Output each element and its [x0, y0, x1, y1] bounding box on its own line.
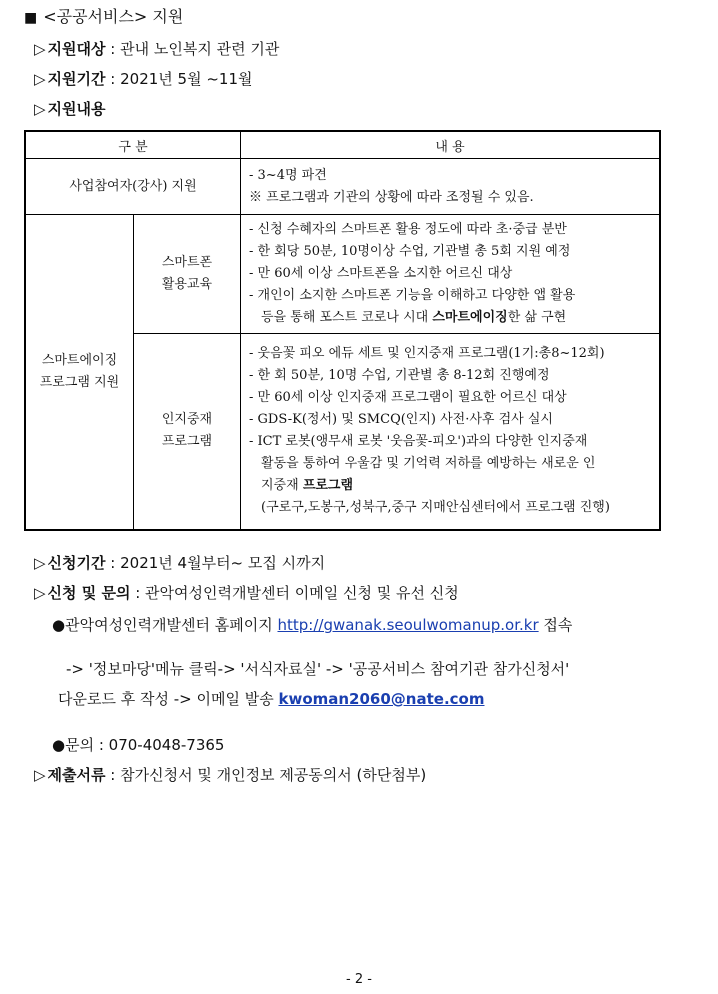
table-header-content: 내 용 — [241, 131, 661, 159]
apply-inquiry-value: 관악여성인력개발센터 이메일 신청 및 유선 신청 — [145, 584, 459, 602]
triangle-marker-icon: ▷ — [34, 766, 46, 784]
support-target: ▷ 지원대상 : 관내 노인복지 관련 기관 — [34, 40, 280, 58]
row-label-smartphone: 스마트폰 활용교육 — [134, 215, 241, 334]
phone-line — [52, 734, 224, 755]
row-content-cognitive: - 웃음꽃 피오 에듀 세트 및 인지중재 프로그램(1기:총8~12회) - 한 회 50분, 10명 수업, 기관별 총 8-12회 진행예정 - 만 60세 이상 인지중재 프로그램이 필요한 어르신 대상 - GDS-K(정서) 및 SMCQ(인지) 사전·사후 검사 실시 - ICT 로봇(앵무새 로봇 '웃음꽃-피오')과의 다양한 인지중재 활동을 통하여 우울감 및 기억력 저하를 예방하는 새로운 인 지중재 프로그램 (구로구,도봉구,성북구,중구 지매안심센터에서 프로그램 진행) — [241, 334, 661, 530]
triangle-marker-icon: ▷ — [34, 554, 46, 572]
triangle-marker-icon: ▷ — [34, 100, 46, 118]
table-row — [25, 159, 660, 215]
table-header-category: 구 분 — [25, 131, 241, 159]
phone-text: 문의 : 070-4048-7365 — [65, 736, 225, 754]
row-content-smartphone: - 신청 수혜자의 스마트폰 활용 정도에 따라 초·중급 분반 - 한 회당 50분, 10명이상 수업, 기관별 총 5회 지원 예정 - 만 60세 이상 스마트폰을 소지한 어르신 대상 - 개인이 소지한 스마트폰 기능을 이해하고 다양한 앱 활용 등을 통해 포스트 코로나 시대 스마트에이징한 삶 구현 — [241, 215, 661, 334]
row-label-instructor: 사업참여자(강사) 지원 — [25, 159, 241, 215]
row-content-instructor: - 3~4명 파견 ※ 프로그램과 기관의 상황에 따라 조정될 수 있음. — [241, 159, 661, 215]
square-bullet-icon: ■ — [24, 10, 38, 26]
support-contents — [34, 98, 106, 119]
table-header-row — [25, 131, 660, 159]
documents-value: 참가신청서 및 개인정보 제공동의서 (하단첨부) — [120, 766, 427, 784]
section-heading-text: <공공서비스> 지원 — [43, 7, 184, 26]
triangle-marker-icon: ▷ — [34, 40, 46, 58]
steps-line-2: 다운로드 후 작성 -> 이메일 발송 kwoman2060@nate.com — [58, 690, 485, 708]
support-period-label: 지원기간 — [47, 70, 106, 88]
homepage-line: ●관악여성인력개발센터 홈페이지 http://gwanak.seoulwomanup.or.kr 접속 — [52, 616, 573, 634]
triangle-marker-icon: ▷ — [34, 70, 46, 88]
section-heading — [24, 4, 183, 27]
support-contents-label: 지원내용 — [47, 100, 106, 118]
apply-period-value: 2021년 4월부터~ 모집 시까지 — [120, 554, 326, 572]
support-target-value: 관내 노인복지 관련 기관 — [120, 40, 280, 58]
apply-period: ▷ 신청기간 : 2021년 4월부터~ 모집 시까지 — [34, 554, 326, 572]
documents: ▷ 제출서류 : 참가신청서 및 개인정보 제공동의서 (하단첨부) — [34, 766, 427, 784]
support-table — [24, 130, 661, 531]
apply-period-label: 신청기간 — [47, 554, 106, 572]
email-link[interactable]: kwoman2060@nate.com — [278, 690, 485, 708]
row-group-label-smart-aging: 스마트에이징 프로그램 지원 — [25, 215, 134, 530]
triangle-marker-icon: ▷ — [34, 584, 46, 602]
steps-line-1: -> '정보마당'메뉴 클릭-> '서식자료실' -> '공공서비스 참여기관 참가신청서' — [66, 660, 570, 678]
page-number: - 2 - — [346, 972, 372, 987]
support-period: ▷ 지원기간 : 2021년 5월 ~11월 — [34, 70, 253, 88]
table-row — [25, 215, 660, 334]
support-target-label: 지원대상 — [47, 40, 106, 58]
apply-inquiry-label: 신청 및 문의 — [47, 584, 131, 602]
documents-label: 제출서류 — [47, 766, 106, 784]
homepage-link[interactable]: http://gwanak.seoulwomanup.or.kr — [277, 616, 539, 634]
dot-bullet-icon: ● — [52, 736, 66, 754]
row-label-cognitive: 인지중재 프로그램 — [134, 334, 241, 530]
support-period-value: 2021년 5월 ~11월 — [120, 70, 253, 88]
dot-bullet-icon: ● — [52, 616, 66, 634]
apply-inquiry: ▷ 신청 및 문의 : 관악여성인력개발센터 이메일 신청 및 유선 신청 — [34, 584, 459, 602]
